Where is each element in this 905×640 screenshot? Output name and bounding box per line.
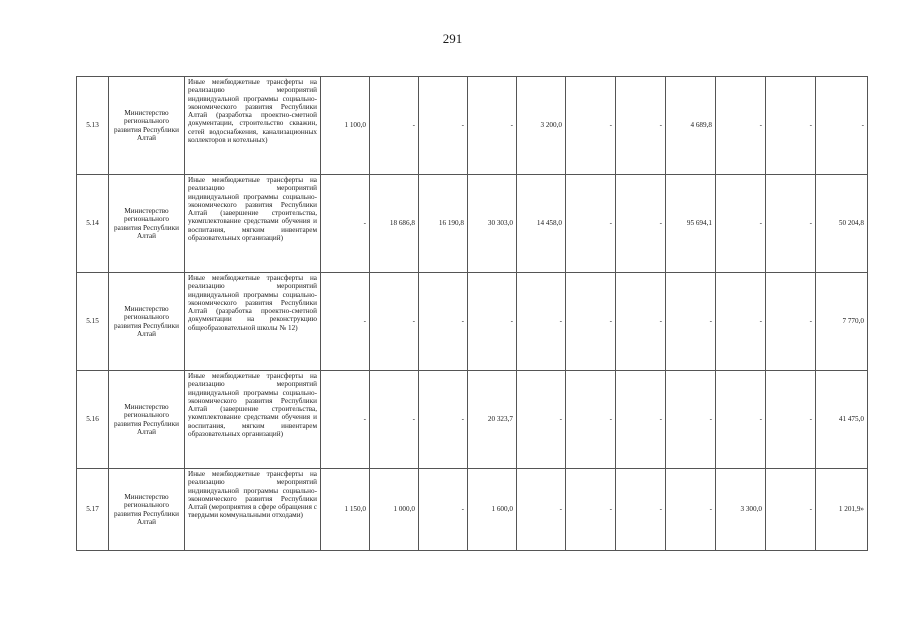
- table-row: [77, 469, 868, 551]
- value-cell: -: [419, 371, 468, 469]
- responsible-org-cell: Министерство регионального развития Республики Алтай: [109, 469, 185, 551]
- value-cell: 4 689,8: [666, 77, 716, 175]
- value-cell: -: [666, 371, 716, 469]
- value-cell: -: [468, 77, 517, 175]
- value-cell: -: [766, 77, 816, 175]
- value-cell: -: [566, 469, 616, 551]
- value-cell: 20 323,7: [468, 371, 517, 469]
- table-row: [77, 175, 868, 273]
- value-cell: -: [616, 175, 666, 273]
- value-cell: -: [766, 371, 816, 469]
- value-cell: 14 458,0: [517, 175, 566, 273]
- value-cell: -: [716, 77, 766, 175]
- description-cell: Иные межбюджетные трансферты на реализацию мероприятий индивидуальной программы социально-экономического развития Республики Алтай (разработка проектно-сметной документации на реконструкцию общеобразовательной школы № 12): [185, 273, 321, 371]
- table-row: [77, 77, 868, 175]
- value-cell: 30 303,0: [468, 175, 517, 273]
- value-cell: 1 201,9»: [816, 469, 868, 551]
- row-number-cell: 5.14: [77, 175, 109, 273]
- responsible-org-cell: Министерство регионального развития Республики Алтай: [109, 273, 185, 371]
- value-cell: -: [370, 77, 419, 175]
- value-cell: -: [321, 273, 370, 371]
- value-cell: -: [370, 273, 419, 371]
- value-cell: -: [766, 469, 816, 551]
- value-cell: -: [766, 273, 816, 371]
- value-cell: -: [566, 371, 616, 469]
- value-cell: 95 694,1: [666, 175, 716, 273]
- value-cell: 18 686,8: [370, 175, 419, 273]
- value-cell: 41 475,0: [816, 371, 868, 469]
- value-cell: 7 770,0: [816, 273, 868, 371]
- value-cell: -: [616, 371, 666, 469]
- value-cell: 1 000,0: [370, 469, 419, 551]
- value-cell: -: [666, 273, 716, 371]
- responsible-org-cell: Министерство регионального развития Республики Алтай: [109, 371, 185, 469]
- value-cell: -: [517, 469, 566, 551]
- value-cell: 1 150,0: [321, 469, 370, 551]
- table-row: [77, 273, 868, 371]
- value-cell: -: [321, 175, 370, 273]
- value-cell: -: [716, 273, 766, 371]
- budget-table: [76, 76, 868, 551]
- value-cell: -: [419, 469, 468, 551]
- description-cell: Иные межбюджетные трансферты на реализацию мероприятий индивидуальной программы социально-экономического развития Республики Алтай (завершение строительства, укомплектование средствами обучения и воспитания, мягким инвентарем образовательных организаций): [185, 371, 321, 469]
- value-cell: -: [816, 77, 868, 175]
- table-row: [77, 371, 868, 469]
- value-cell: -: [716, 371, 766, 469]
- value-cell: 16 190,8: [419, 175, 468, 273]
- value-cell: -: [616, 469, 666, 551]
- description-cell: Иные межбюджетные трансферты на реализацию мероприятий индивидуальной программы социально-экономического развития Республики Алтай (завершение строительства, укомплектование средствами обучения и воспитания, мягким инвентарем образовательных организаций): [185, 175, 321, 273]
- value-cell: -: [616, 77, 666, 175]
- row-number-cell: 5.13: [77, 77, 109, 175]
- value-cell: 1 600,0: [468, 469, 517, 551]
- value-cell: 3 200,0: [517, 77, 566, 175]
- description-cell: Иные межбюджетные трансферты на реализацию мероприятий индивидуальной программы социально-экономического развития Республики Алтай (разработка проектно-сметной документации, строительство скважин, сетей водоснабжения, канализационных коллекторов и котельных): [185, 77, 321, 175]
- value-cell: -: [616, 273, 666, 371]
- value-cell: 50 204,8: [816, 175, 868, 273]
- value-cell: -: [321, 371, 370, 469]
- value-cell: -: [566, 175, 616, 273]
- value-cell: -: [566, 273, 616, 371]
- row-number-cell: 5.15: [77, 273, 109, 371]
- value-cell: -: [517, 273, 566, 371]
- value-cell: 1 100,0: [321, 77, 370, 175]
- value-cell: -: [370, 371, 419, 469]
- value-cell: -: [419, 77, 468, 175]
- value-cell: 3 300,0: [716, 469, 766, 551]
- value-cell: -: [419, 273, 468, 371]
- value-cell: -: [766, 175, 816, 273]
- description-cell: Иные межбюджетные трансферты на реализацию мероприятий индивидуальной программы социально-экономического развития Республики Алтай (мероприятия в сфере обращения с твердыми коммунальными отходами): [185, 469, 321, 551]
- value-cell: -: [666, 469, 716, 551]
- value-cell: -: [468, 273, 517, 371]
- value-cell: -: [566, 77, 616, 175]
- row-number-cell: 5.17: [77, 469, 109, 551]
- row-number-cell: 5.16: [77, 371, 109, 469]
- value-cell: -: [716, 175, 766, 273]
- responsible-org-cell: Министерство регионального развития Республики Алтай: [109, 77, 185, 175]
- responsible-org-cell: Министерство регионального развития Республики Алтай: [109, 175, 185, 273]
- page-number: 291: [442, 31, 463, 46]
- value-cell: -: [517, 371, 566, 469]
